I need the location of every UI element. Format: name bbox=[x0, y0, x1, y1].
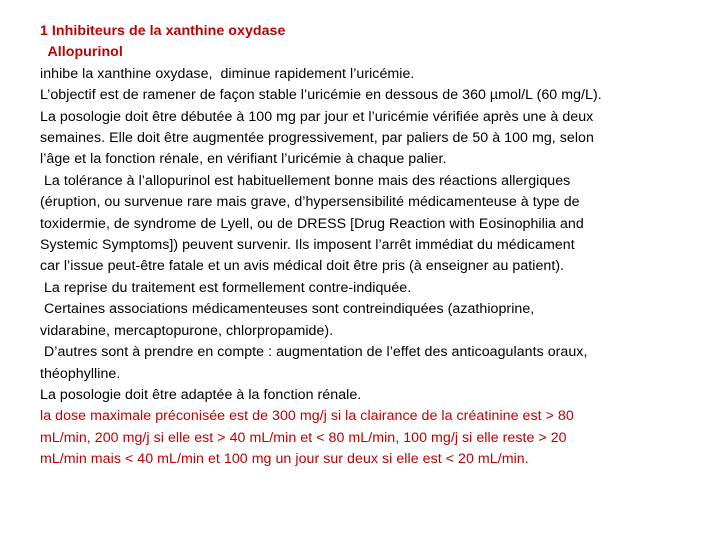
paragraph-line: théophylline. bbox=[40, 365, 121, 382]
paragraph-line: (éruption, ou survenue rare mais grave, d’hypersensibilité médicamenteuse à type de bbox=[40, 194, 580, 211]
dosage-warning-line: la dose maximale préconisée est de 300 mg/j si la clairance de la créatinine est > 80 bbox=[40, 408, 574, 425]
paragraph-line: Systemic Symptoms]) peuvent survenir. Ils imposent l’arrêt immédiat du médicament bbox=[40, 237, 575, 254]
drug-name-heading: Allopurinol bbox=[40, 44, 123, 61]
paragraph-line: semaines. Elle doit être augmentée progressivement, par paliers de 50 à 100 mg, selon bbox=[40, 130, 594, 147]
dosage-warning-line: mL/min, 200 mg/j si elle est > 40 mL/min et < 80 mL/min, 100 mg/j si elle reste > 20 bbox=[40, 429, 567, 446]
paragraph-line: La posologie doit être adaptée à la fonction rénale. bbox=[40, 386, 362, 403]
section-heading: 1 Inhibiteurs de la xanthine oxydase bbox=[40, 23, 286, 39]
document-body bbox=[40, 21, 700, 471]
paragraph-line: vidarabine, mercaptopurone, chlorpropamide). bbox=[40, 322, 334, 339]
dosage-warning-line: mL/min mais < 40 mL/min et 100 mg un jour sur deux si elle est < 20 mL/min. bbox=[40, 451, 529, 468]
paragraph-line: Certaines associations médicamenteuses sont contreindiquées (azathioprine, bbox=[40, 301, 535, 318]
paragraph-line: car l’issue peut-être fatale et un avis médical doit être pris (à enseigner au patient). bbox=[40, 258, 565, 275]
paragraph-line: D’autres sont à prendre en compte : augmentation de l’effet des anticoagulants oraux, bbox=[40, 344, 588, 361]
paragraph-line: l’âge et la fonction rénale, en vérifiant l’uricémie à chaque palier. bbox=[40, 151, 447, 168]
paragraph-line: inhibe la xanthine oxydase, diminue rapidement l’uricémie. bbox=[40, 65, 415, 82]
paragraph-line: L’objectif est de ramener de façon stable l’uricémie en dessous de 360 µmol/L (60 mg/L). bbox=[40, 87, 602, 104]
paragraph-line: toxidermie, de syndrome de Lyell, ou de DRESS [Drug Reaction with Eosinophilia and bbox=[40, 215, 584, 232]
paragraph-line: La tolérance à l’allopurinol est habituellement bonne mais des réactions allergiques bbox=[40, 172, 571, 189]
paragraph-line: La posologie doit être débutée à 100 mg par jour et l’uricémie vérifiée après une à deux bbox=[40, 108, 594, 125]
paragraph-line: La reprise du traitement est formellement contre-indiquée. bbox=[40, 279, 412, 296]
